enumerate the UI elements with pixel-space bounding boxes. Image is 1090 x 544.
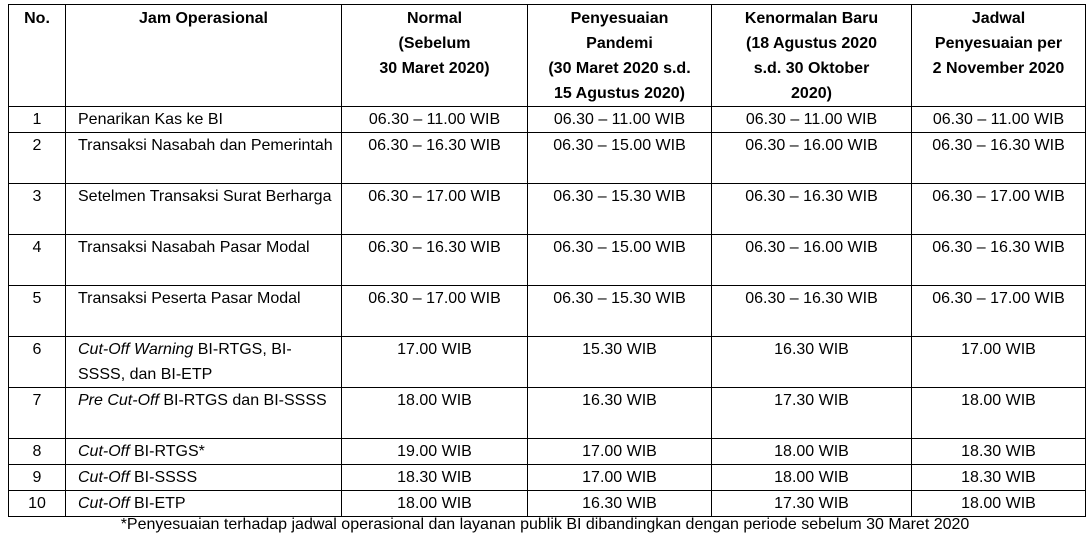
cell-normal: 17.00 WIB [342, 337, 528, 388]
cell-pandemi: 16.30 WIB [528, 491, 712, 517]
header-penyesuaian-pandemi: Penyesuaian Pandemi (30 Maret 2020 s.d. 15 Agustus 2020) [528, 5, 712, 107]
cell-kenormalan: 16.30 WIB [712, 337, 912, 388]
header-jam-operasional: Jam Operasional [66, 5, 342, 107]
row-label: Cut-Off BI-SSSS [66, 465, 342, 491]
cell-pandemi: 06.30 – 15.30 WIB [528, 286, 712, 337]
row-number: 8 [9, 439, 66, 465]
table-row [9, 491, 1086, 517]
row-number: 7 [9, 388, 66, 439]
table-row [9, 184, 1086, 235]
cell-pandemi: 17.00 WIB [528, 439, 712, 465]
row-label: Cut-Off Warning BI-RTGS, BI-SSSS, dan BI-ETP [66, 337, 342, 388]
row-number: 9 [9, 465, 66, 491]
cell-jadwal: 17.00 WIB [912, 337, 1086, 388]
cell-jadwal: 06.30 – 16.30 WIB [912, 235, 1086, 286]
cell-pandemi: 06.30 – 15.00 WIB [528, 235, 712, 286]
table-footnote: *Penyesuaian terhadap jadwal operasional dan layanan publik BI dibandingkan dengan periode sebelum 30 Maret 2020 [120, 516, 970, 533]
cell-kenormalan: 17.30 WIB [712, 491, 912, 517]
row-label: Transaksi Nasabah dan Pemerintah [66, 133, 342, 184]
row-number: 6 [9, 337, 66, 388]
operational-hours-table [8, 4, 1086, 517]
header-jadwal-penyesuaian: Jadwal Penyesuaian per 2 November 2020 [912, 5, 1086, 107]
cell-kenormalan: 06.30 – 16.00 WIB [712, 133, 912, 184]
row-number: 4 [9, 235, 66, 286]
cell-kenormalan: 06.30 – 16.30 WIB [712, 184, 912, 235]
cell-jadwal: 06.30 – 16.30 WIB [912, 133, 1086, 184]
cell-kenormalan: 17.30 WIB [712, 388, 912, 439]
cell-normal: 06.30 – 17.00 WIB [342, 184, 528, 235]
table-row [9, 439, 1086, 465]
cell-normal: 06.30 – 11.00 WIB [342, 107, 528, 133]
row-number: 1 [9, 107, 66, 133]
cell-jadwal: 18.00 WIB [912, 491, 1086, 517]
cell-pandemi: 16.30 WIB [528, 388, 712, 439]
cell-kenormalan: 06.30 – 11.00 WIB [712, 107, 912, 133]
row-number: 2 [9, 133, 66, 184]
cell-jadwal: 18.30 WIB [912, 465, 1086, 491]
row-label: Pre Cut-Off BI-RTGS dan BI-SSSS [66, 388, 342, 439]
cell-jadwal: 18.00 WIB [912, 388, 1086, 439]
cell-pandemi: 17.00 WIB [528, 465, 712, 491]
table-header-row [9, 5, 1086, 107]
cell-normal: 06.30 – 16.30 WIB [342, 235, 528, 286]
header-no: No. [9, 5, 66, 107]
row-label: Setelmen Transaksi Surat Berharga [66, 184, 342, 235]
cell-jadwal: 06.30 – 17.00 WIB [912, 184, 1086, 235]
row-label: Transaksi Nasabah Pasar Modal [66, 235, 342, 286]
cell-normal: 18.00 WIB [342, 388, 528, 439]
table-row [9, 133, 1086, 184]
cell-kenormalan: 06.30 – 16.30 WIB [712, 286, 912, 337]
cell-pandemi: 06.30 – 15.30 WIB [528, 184, 712, 235]
header-kenormalan-baru: Kenormalan Baru (18 Agustus 2020 s.d. 30 Oktober 2020) [712, 5, 912, 107]
table-row [9, 235, 1086, 286]
cell-jadwal: 06.30 – 17.00 WIB [912, 286, 1086, 337]
cell-kenormalan: 18.00 WIB [712, 439, 912, 465]
row-label: Cut-Off BI-ETP [66, 491, 342, 517]
row-label: Penarikan Kas ke BI [66, 107, 342, 133]
row-number: 5 [9, 286, 66, 337]
cell-pandemi: 06.30 – 15.00 WIB [528, 133, 712, 184]
cell-normal: 06.30 – 17.00 WIB [342, 286, 528, 337]
cell-normal: 06.30 – 16.30 WIB [342, 133, 528, 184]
row-number: 3 [9, 184, 66, 235]
table-row [9, 337, 1086, 388]
row-label: Cut-Off BI-RTGS* [66, 439, 342, 465]
table-row [9, 107, 1086, 133]
cell-normal: 19.00 WIB [342, 439, 528, 465]
cell-normal: 18.30 WIB [342, 465, 528, 491]
header-normal: Normal (Sebelum 30 Maret 2020) [342, 5, 528, 107]
row-label: Transaksi Peserta Pasar Modal [66, 286, 342, 337]
table-row [9, 388, 1086, 439]
cell-pandemi: 15.30 WIB [528, 337, 712, 388]
cell-pandemi: 06.30 – 11.00 WIB [528, 107, 712, 133]
cell-jadwal: 18.30 WIB [912, 439, 1086, 465]
cell-kenormalan: 18.00 WIB [712, 465, 912, 491]
table-row [9, 286, 1086, 337]
table-row [9, 465, 1086, 491]
cell-normal: 18.00 WIB [342, 491, 528, 517]
row-number: 10 [9, 491, 66, 517]
cell-kenormalan: 06.30 – 16.00 WIB [712, 235, 912, 286]
cell-jadwal: 06.30 – 11.00 WIB [912, 107, 1086, 133]
